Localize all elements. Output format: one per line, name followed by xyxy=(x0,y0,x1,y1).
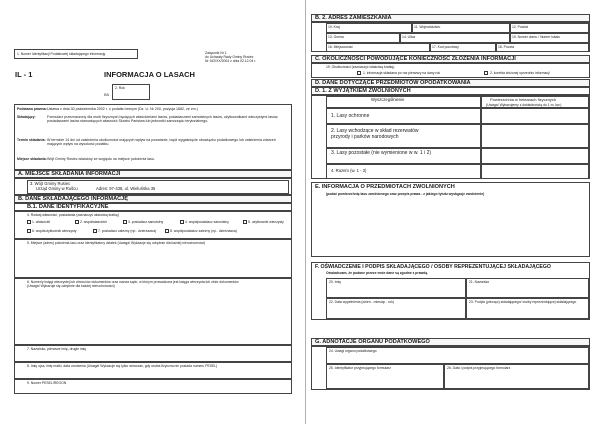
parents-birth-field[interactable] xyxy=(14,362,292,379)
zalacznik-line-2: do Uchwały Rady Gminy Rusiec xyxy=(205,55,254,59)
row-protective-label: 1. Lasy ochronne xyxy=(331,113,370,119)
street-label: 14. Ulica xyxy=(402,35,416,39)
surname-label: 21. Nazwisko xyxy=(469,280,490,284)
section-c-header xyxy=(311,55,590,63)
voivodeship-label: 11. Województwo xyxy=(414,25,441,29)
section-a-body xyxy=(14,178,292,195)
section-e-note: (podać powierzchnię lasu zwolnionego oraz przepis prawa - z jakiego tytułu występuje zwolnienie) xyxy=(326,192,485,196)
option-6-checkbox[interactable] xyxy=(27,229,31,233)
first-name-label: 20. Imię xyxy=(329,280,342,284)
form-title: INFORMACJA O LASACH xyxy=(104,70,195,79)
section-b-header xyxy=(14,195,292,203)
option-2-label: 2. współwłaściciel xyxy=(80,220,107,224)
na-label: na xyxy=(104,92,109,97)
circumstances-label: 19. Okoliczności (zaznaczyć właściwą kratkę) xyxy=(326,65,395,69)
option-4-checkbox[interactable] xyxy=(180,220,184,224)
voivodeship-field[interactable] xyxy=(412,23,510,33)
signature-label: 23. Podpis (pieczęć) składającego/ osoby reprezentującej składającego xyxy=(469,300,577,304)
form-code: IL - 1 xyxy=(15,70,33,79)
pesel-field[interactable] xyxy=(14,379,292,394)
receiver-signature-label: 26. Data i podpis przyjmującego formularz xyxy=(447,366,511,370)
section-e-box[interactable] xyxy=(311,182,590,257)
miejsce-label: Miejsce składania: xyxy=(17,157,47,161)
urzad-label: 3. Wójt Gminy Rusiec xyxy=(30,181,71,186)
surname-field[interactable] xyxy=(466,278,589,298)
receiver-id-label: 25. Identyfikator przyjmującego formularz xyxy=(329,366,391,370)
row-other-value[interactable] xyxy=(481,148,589,164)
zalacznik-line-1: Załącznik Nr 1 xyxy=(205,51,227,55)
table-header-area xyxy=(481,96,589,108)
tax-office-notes-label: 24. Uwagi organu podatkowego xyxy=(329,349,377,353)
county-label: 12. Powiat xyxy=(512,25,528,29)
section-b1-title: B.1. DANE IDENTYFIKACYJNE xyxy=(27,204,109,210)
fill-date-field[interactable] xyxy=(326,298,466,319)
signature-field[interactable] xyxy=(466,298,589,319)
section-b2-header xyxy=(311,14,590,22)
section-g-title: G. ADNOTACJE ORGANU PODATKOWEGO xyxy=(315,339,430,345)
correction-label: 2. korekta złożonej uprzednio informacji xyxy=(490,71,550,75)
location-label: 5. Miejsce (adres) położenia lasu oraz identyfikatory działek (Uwaga! Wykazuje się odrębnie dla każdej nieruchomości) xyxy=(27,241,206,245)
table-header-desc xyxy=(326,96,481,108)
street-field[interactable] xyxy=(400,33,510,43)
row-protective-value[interactable] xyxy=(481,108,589,124)
first-name-field[interactable] xyxy=(326,278,466,298)
row-reserves-label: 2. Lasy wchodzące w skład rezerwatów przyrody i parków narodowych xyxy=(331,128,419,140)
termin-text: W terminie 14 dni od zaistnienia okoliczności mających wpływ na powstanie, bądź wygaśnięcie obowiązku podatkowego lub zaistnienia zdarzeń mających wpływ na wysokość podatku. xyxy=(47,138,276,147)
section-d-header xyxy=(311,79,590,87)
city-field[interactable] xyxy=(326,43,430,52)
section-g-body xyxy=(311,346,590,390)
name-label: 7. Nazwisko, pierwsze imię, drugie imię xyxy=(27,347,87,351)
option-5-label: 5. użytkownik wieczysty xyxy=(248,220,284,224)
section-c-title: C. OKOLICZNOŚCI POWODUJĄCE KONIECZNOŚĆ ZŁOŻENIA INFORMACJI xyxy=(315,56,516,62)
land-register-field[interactable] xyxy=(14,278,292,345)
receiver-signature-field[interactable] xyxy=(444,364,589,389)
postal-code-label: 17. Kod pocztowy xyxy=(432,45,459,49)
forest-area-table xyxy=(311,95,590,179)
name-field[interactable] xyxy=(14,345,292,362)
land-register-note: (Uwaga! Wykazuje się odrębnie dla każdej nieruchomości) xyxy=(27,284,115,288)
section-f-title: F. OŚWIADCZENIE I PODPIS SKŁADAJĄCEGO / OSOBY REPREZENTUJĄCEJ SKŁADAJĄCEGO xyxy=(315,264,551,270)
ownership-type-label: 4. Rodzaj własności, posiadania (zaznaczyć właściwą kratkę) xyxy=(27,213,119,217)
city-label: 16. Miejscowość xyxy=(328,45,353,49)
col-desc-header: Wyszczególnienie xyxy=(371,97,405,102)
correction-checkbox[interactable] xyxy=(484,71,488,75)
row-total-label: 4. Razem (w. 1 - 3) xyxy=(331,168,367,173)
post-office-field[interactable] xyxy=(496,43,589,52)
option-3-label: 3. posiadacz samoistny xyxy=(128,220,164,224)
post-office-label: 18. Poczta xyxy=(498,45,515,49)
commune-field[interactable] xyxy=(326,33,400,43)
section-d1-title: D. 1. Z WYJĄTKIEM ZWOLNIONYCH xyxy=(315,88,411,94)
zalacznik-line-3: Nr 162/XX/2004 z dnia 02.12.04 r. xyxy=(205,59,257,63)
parents-birth-label: 8. Imię ojca, imię matki, data urodzenia (Uwaga! Wykazuje się tylko wówczas, gdy osoba fizyczna nie posiada numeru PESEL) xyxy=(27,364,218,368)
col-area-note: (Uwaga! Wykazujemy z dokładnością do 1 m. kw.) xyxy=(486,103,562,107)
country-label: 10. Kraj xyxy=(328,25,340,29)
first-submission-checkbox[interactable] xyxy=(357,71,361,75)
option-7-label: 7. posiadacz zależny (np.. dzierżawca) xyxy=(98,229,157,233)
section-a-title: A. MIEJSCE SKŁADANIA INFORMACJI xyxy=(18,171,121,177)
option-5-checkbox[interactable] xyxy=(243,220,247,224)
skladajacy-text: Formularz przeznaczony dla osób fizycznych będących właścicielami lasów, posiadaczami samoistnych lasów, użytkownikami wieczystymi lasów, posiadaczami lasów stanowiących własność Skarbu Państwa lub jednostki samorządu terytorialnego. xyxy=(47,115,279,124)
section-b1-header xyxy=(14,203,292,211)
option-6-label: 6. współużytkownik wieczysty xyxy=(32,229,77,233)
row-total-value[interactable] xyxy=(481,164,589,179)
table-row xyxy=(326,148,481,164)
land-register-label: 6. Numer/y księgi wieczystej lub zbioru/ów dokumentów oraz nazwa sądu, w którym prowadzona jest księga wieczysta lub zbiór dokumentów xyxy=(27,280,239,284)
section-f-box xyxy=(311,262,590,320)
section-g-header xyxy=(311,338,590,346)
option-3-checkbox[interactable] xyxy=(123,220,127,224)
section-e-title: E. INFORMACJA O PRZEDMIOTACH ZWOLNIONYCH xyxy=(315,184,455,190)
urzad-office: Urząd Gminy w Rušcu xyxy=(36,186,78,191)
address-grid xyxy=(311,22,590,52)
section-c-body xyxy=(311,63,590,78)
rok-label: 2. Rok xyxy=(115,86,125,90)
nip-label: 1. Numer Identyfikacji Podatkowej składającego informację xyxy=(17,52,106,56)
row-reserves-value[interactable] xyxy=(481,124,589,148)
section-b-title: B. DANE SKŁADAJĄCEGO INFORMACJĘ xyxy=(18,196,129,202)
tax-office-notes-field[interactable] xyxy=(326,347,589,364)
county-field[interactable] xyxy=(510,23,589,33)
country-field[interactable] xyxy=(326,23,412,33)
table-row xyxy=(326,124,481,148)
termin-label: Termin składania: xyxy=(17,138,46,142)
option-1-checkbox[interactable] xyxy=(27,220,31,224)
fill-date-label: 22. Data wypełnienia (dzień - miesiąc - rok) xyxy=(329,300,395,304)
first-submission-label: 1. informacja składana po raz pierwszy na dany rok xyxy=(363,71,441,75)
miejsce-text: Wójt Gminy Rusiec właściwy ze względu na miejsce położenia lasu. xyxy=(47,157,155,161)
option-8-label: 8. współposiadacz zależny (np.. dzierżawca) xyxy=(170,229,237,233)
house-number-field[interactable] xyxy=(510,33,589,43)
section-d-title: D. DANE DOTYCZĄCE PRZEDMIOTÓW OPODATKOWANIA xyxy=(315,80,471,86)
section-d1-header xyxy=(311,87,590,95)
col-area-header: Powierzchnia w hektarach fizycznych xyxy=(490,97,557,102)
legal-basis-box xyxy=(14,104,292,170)
section-a-header xyxy=(14,170,292,178)
ownership-type-field xyxy=(14,211,292,239)
option-2-checkbox[interactable] xyxy=(75,220,79,224)
pesel-label: 9. Numer PESEL/REGON xyxy=(27,381,67,385)
house-number-label: 15. Numer domu / Numer lokalu xyxy=(512,35,561,39)
section-b2-title: B. 2. ADRES ZAMIESZKANIA xyxy=(315,15,392,21)
option-8-checkbox[interactable] xyxy=(165,229,169,233)
commune-label: 13. Gmina xyxy=(328,35,344,39)
location-field[interactable] xyxy=(14,239,292,278)
receiver-id-field[interactable] xyxy=(326,364,444,389)
rok-field[interactable] xyxy=(112,84,150,100)
option-1-label: 1. właściciel xyxy=(32,220,51,224)
table-row xyxy=(326,108,481,124)
podstawa-label: Podstawa prawna: xyxy=(17,107,47,111)
right-page xyxy=(305,0,600,424)
postal-code-field[interactable] xyxy=(430,43,496,52)
podstawa-text: Ustawa z dnia 30 października 2002 r. o podatku leśnym (Dz. U. Nr 200, pozycja 1682, ze zm.) xyxy=(47,107,198,111)
table-row xyxy=(326,164,481,179)
row-other-label: 3. Lasy pozostałe (nie wymienione w w. 1 i 2) xyxy=(331,150,432,156)
urzad-field xyxy=(27,180,289,194)
skladajacy-label: Składający: xyxy=(17,115,36,119)
option-4-label: 4. współposiadacz samoistny xyxy=(185,220,229,224)
section-f-note: Oświadczam, że podane przeze mnie dane są zgodne z prawdą. xyxy=(326,271,429,275)
option-7-checkbox[interactable] xyxy=(93,229,97,233)
nip-field[interactable] xyxy=(14,49,138,59)
urzad-address: Adres: 97-438, ul. Wieluńska 35 xyxy=(96,186,156,191)
